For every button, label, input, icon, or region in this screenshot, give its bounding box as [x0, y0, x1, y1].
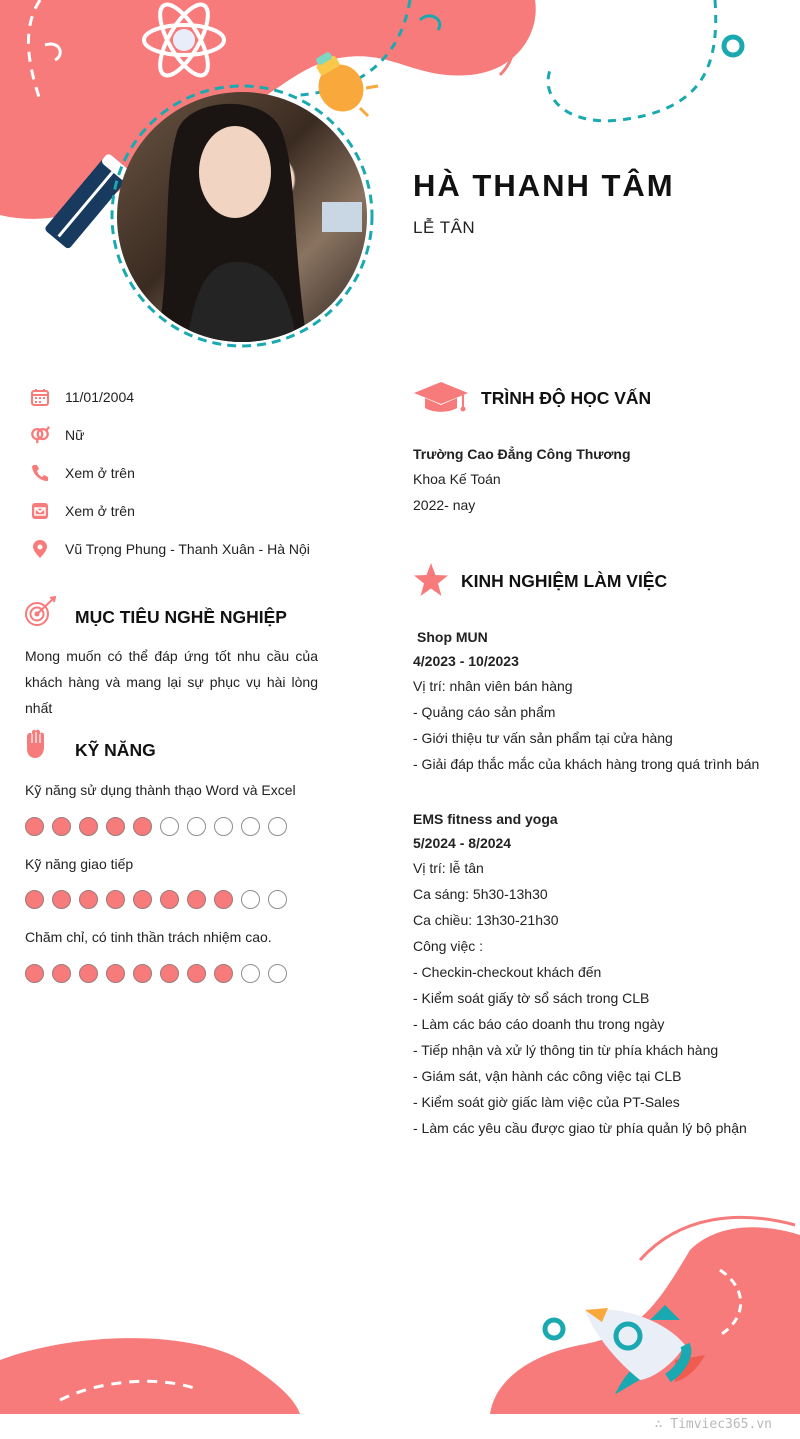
phone-icon: [30, 463, 50, 483]
skill-dot-empty: [268, 890, 287, 909]
graduation-cap-icon: [413, 380, 469, 414]
skill-dot-filled: [52, 817, 71, 836]
skill-dot-filled: [187, 964, 206, 983]
job-line: - Checkin-checkout khách đến: [413, 964, 602, 980]
skill-dot-filled: [79, 890, 98, 909]
education-school: Trường Cao Đẳng Công Thương: [413, 446, 631, 462]
job-line: - Giám sát, vận hành các công việc tại CLB: [413, 1068, 682, 1084]
experience-title: KINH NGHIỆM LÀM VIỆC: [461, 571, 668, 591]
skill-label: Chăm chỉ, có tinh thần trách nhiệm cao.: [25, 929, 272, 945]
job-line: - Giải đáp thắc mắc của khách hàng trong quá trình bán: [413, 756, 760, 772]
skill-label: Kỹ năng sử dụng thành thạo Word và Excel: [25, 782, 296, 798]
job-company: EMS fitness and yoga: [413, 811, 558, 827]
skill-dot-filled: [160, 964, 179, 983]
skill-dot-filled: [52, 964, 71, 983]
gender-text: Nữ: [65, 427, 85, 443]
education-faculty: Khoa Kế Toán: [413, 471, 501, 487]
avatar: [117, 92, 367, 342]
email-text: Xem ở trên: [65, 503, 135, 519]
calendar-icon: [30, 387, 50, 407]
skill-dot-filled: [25, 964, 44, 983]
skill-dot-filled: [133, 890, 152, 909]
job-line: - Kiểm soát giấy tờ sổ sách trong CLB: [413, 990, 650, 1006]
target-icon: [24, 596, 58, 628]
skill-rating: [25, 964, 287, 983]
job-line: Vị trí: lễ tân: [413, 860, 484, 876]
job-line: Công việc :: [413, 938, 484, 954]
contact-birthday: [30, 387, 134, 407]
skill-dot-filled: [214, 964, 233, 983]
contact-email: [30, 501, 135, 521]
phone-text: Xem ở trên: [65, 465, 135, 481]
avatar-portrait: [117, 92, 367, 342]
education-period: 2022- nay: [413, 497, 476, 513]
skill-dot-filled: [106, 964, 125, 983]
skill-dot-filled: [133, 964, 152, 983]
skill-dot-filled: [79, 964, 98, 983]
skills-title: KỸ NĂNG: [75, 740, 156, 760]
skill-label: Kỹ năng giao tiếp: [25, 856, 134, 872]
skill-dot-empty: [241, 964, 260, 983]
skill-dot-empty: [241, 817, 260, 836]
skill-dot-filled: [25, 817, 44, 836]
skill-dot-filled: [25, 890, 44, 909]
education-title: TRÌNH ĐỘ HỌC VẤN: [481, 388, 652, 408]
skill-dot-filled: [160, 890, 179, 909]
atom-icon: [140, 2, 228, 82]
skill-dot-filled: [133, 817, 152, 836]
address-text: Vũ Trọng Phung - Thanh Xuân - Hà Nội: [65, 541, 310, 557]
job-line: - Giới thiệu tư vấn sản phẩm tại cửa hàng: [413, 730, 673, 746]
contact-address: [30, 539, 310, 559]
skill-dot-empty: [214, 817, 233, 836]
job-line: - Tiếp nhận và xử lý thông tin từ phía khách hàng: [413, 1042, 719, 1058]
job-line: - Làm các yêu cầu được giao từ phía quản lý bộ phận: [413, 1120, 747, 1136]
contact-gender: [30, 425, 84, 445]
job-line: Ca sáng: 5h30-13h30: [413, 886, 548, 902]
job-line: - Quảng cáo sản phẩm: [413, 704, 556, 720]
job-line: Vị trí: nhân viên bán hàng: [413, 678, 573, 694]
gender-icon: [30, 425, 50, 445]
birthday-text: 11/01/2004: [65, 389, 135, 405]
skill-dot-empty: [268, 964, 287, 983]
candidate-name: HÀ THANH TÂM: [413, 168, 675, 203]
job-line: - Kiểm soát giờ giấc làm việc của PT-Sales: [413, 1094, 680, 1110]
job-line: Ca chiều: 13h30-21h30: [413, 912, 559, 928]
job-period: 4/2023 - 10/2023: [413, 653, 519, 669]
objective-title: MỤC TIÊU NGHỀ NGHIỆP: [75, 607, 287, 627]
skill-dot-filled: [79, 817, 98, 836]
star-icon: [413, 563, 449, 597]
rocket-icon: [580, 1300, 710, 1395]
skill-dot-empty: [241, 890, 260, 909]
contact-phone: [30, 463, 135, 483]
skill-rating: [25, 817, 287, 836]
skill-dot-empty: [160, 817, 179, 836]
skill-dot-filled: [106, 817, 125, 836]
skill-dot-filled: [214, 890, 233, 909]
job-line: - Làm các báo cáo doanh thu trong ngày: [413, 1016, 665, 1032]
skill-dot-filled: [187, 890, 206, 909]
objective-text: Mong muốn có thể đáp ứng tốt nhu cầu của khách hàng và mang lại sự phục vụ hài lòng nhất: [25, 648, 318, 716]
email-icon: [30, 501, 50, 521]
skill-dot-empty: [268, 817, 287, 836]
fist-icon: [24, 729, 48, 761]
skill-dot-empty: [187, 817, 206, 836]
watermark: ∴ Timviec365.vn: [654, 1417, 772, 1432]
skill-rating: [25, 890, 287, 909]
skill-dot-filled: [52, 890, 71, 909]
candidate-role: LỄ TÂN: [413, 218, 476, 237]
job-period: 5/2024 - 8/2024: [413, 835, 512, 851]
location-icon: [30, 539, 50, 559]
job-company: Shop MUN: [417, 629, 488, 645]
skill-dot-filled: [106, 890, 125, 909]
